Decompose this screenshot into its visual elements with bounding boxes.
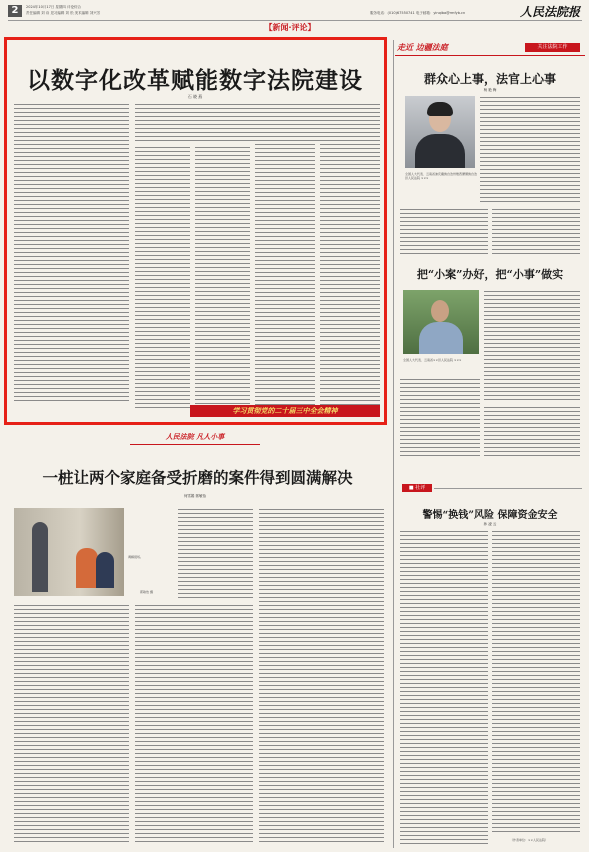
story1-photo xyxy=(405,96,475,168)
lower-col-1 xyxy=(14,604,129,844)
story3-col-b xyxy=(492,530,580,835)
story3-author: 孙 凌 云 xyxy=(483,522,497,526)
story1-col-b xyxy=(400,208,488,256)
main-article-title: 以数字化改革赋能数字法院建设 xyxy=(27,67,363,94)
person-standing xyxy=(32,522,48,592)
story2-col-a xyxy=(484,290,580,402)
main-col-1 xyxy=(14,103,129,403)
story1-col-c xyxy=(492,208,580,256)
date-line: 2024年10月17日 星期四 评论综合 xyxy=(26,5,82,9)
column-tag: 关注法院工作 xyxy=(525,43,580,52)
lower-photo-credit: 郭敏怡 摄 xyxy=(140,590,153,594)
story2-caption: 全国人大代表、云南省××县人民法院 ××× xyxy=(403,358,462,362)
story2-title: 把“小案”办好，把“小事”做实 xyxy=(416,268,564,281)
right-column-header xyxy=(395,40,585,58)
lower-photo-caption: 调解现场。 xyxy=(128,555,144,559)
person-sitting-2 xyxy=(96,552,114,588)
story2-photo xyxy=(403,290,479,354)
editors-line: 责任编辑 刘 诗 见习编辑 刘 松 美术编辑 刘兴芳 xyxy=(26,11,101,15)
story2-col-c xyxy=(484,406,580,458)
main-article-author: 石 晓 燕 xyxy=(187,94,203,99)
lower-col-3 xyxy=(178,508,253,600)
lower-col-2 xyxy=(135,604,253,844)
story1-caption: 全国人大代表、云南省迪庆藏族自治州维西傈僳族自治县人民法院 ××× xyxy=(405,172,477,180)
column-rule xyxy=(395,55,585,56)
story3-title: 警惕“换钱”风险 保障资金安全 xyxy=(422,510,558,521)
story3-col-a xyxy=(400,530,488,845)
main-col-5 xyxy=(320,103,380,408)
main-col-2 xyxy=(135,146,190,408)
lower-article-title: 一桩让两个家庭备受折磨的案件得到圆满解决 xyxy=(42,468,353,487)
page-header xyxy=(0,0,589,22)
portrait-body xyxy=(415,134,465,168)
lower-col-4 xyxy=(259,508,384,844)
person-sitting xyxy=(76,548,98,588)
editorial-rule xyxy=(434,488,582,489)
story2-col-b xyxy=(400,378,480,458)
service-line: 服务电话：(010)67550741 电子邮箱：yinqiba@rmfyb.cn xyxy=(370,11,466,15)
portrait-hair xyxy=(427,102,453,116)
main-col-3 xyxy=(195,146,250,408)
story1-author: 杨 艳 梅 xyxy=(483,88,497,92)
editorial-tag: ■ 社评 xyxy=(402,484,432,492)
header-rule xyxy=(8,20,582,21)
lower-column-logo: 人民法院 凡人小事 xyxy=(130,432,260,445)
lower-article-authors: 何雪娟 郭敏怡 xyxy=(183,494,207,498)
page-number: 2 xyxy=(8,5,22,17)
story1-col-a xyxy=(480,96,580,204)
lower-photo xyxy=(14,508,124,596)
story1-title: 群众心上事，法官上心事 xyxy=(423,72,556,86)
story3-footer: （作者单位：××人民法院） xyxy=(510,838,549,842)
column-logo: 走近 边疆法庭 xyxy=(397,43,448,52)
masthead-title: 人民法院报 xyxy=(520,5,581,19)
main-col-4 xyxy=(255,103,315,408)
portrait-head xyxy=(431,300,449,322)
section-label: 【新闻·评论】 xyxy=(264,23,316,32)
main-article-banner: 学习贯彻党的二十届三中全会精神 xyxy=(190,405,380,417)
column-divider xyxy=(393,40,394,848)
portrait-body xyxy=(419,322,463,354)
